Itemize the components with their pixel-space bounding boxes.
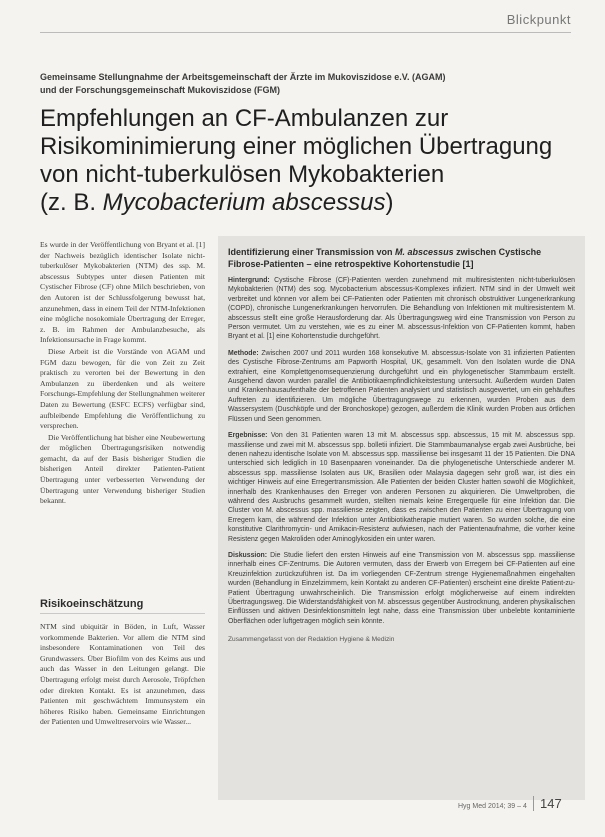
- article-title: [40, 105, 585, 217]
- background-text: Cystische Fibrose (CF)-Patienten werden zunehmend mit multiresistenten nicht-tuberkulösen Mykobakterien (NTM) des sog. Mycobacterium abscessus-Komplexes infiziert. NTM sind in der Umwelt weit verbreitet und können vor allem bei CF-Patienten oder Patienten mit chronisch obstruktiver Lungenerkrankung (COPD), chronische Lungenerkrankungen hervorrufen. Die Behandlung von Infektionen mit multiresistentem M. abscessus stellt eine große Herausforderung dar. Als Übertragungsweg wird eine Transmission von Person zu Person vermutet. Um zu verstehen, wie es zu einer M. abscessus-Infektion von CF-Patienten kommt, haben Bryant et al. [1] eine Kohortenstudie durchgeführt.: [228, 277, 575, 341]
- discussion-label: Diskussion:: [228, 551, 268, 559]
- issuing-organisations: [40, 71, 560, 97]
- box-methods: [228, 349, 575, 424]
- title-line-3: von nicht-tuberkulösen Mykobakterien: [40, 161, 445, 188]
- results-text: Von den 31 Patienten waren 13 mit M. abscessus spp. abscessus, 15 mit M. abscessus spp. massiliense und zwei mit M. abscessus spp. bolletii infiziert. Die Stammbaumanalyse ergab zwei Ausbrüche, bei denen nahezu identische Isolate von M. abscessus spp. massiliense bei insgesamt 11 der 15 Patienten. Die DNA unterschied sich lediglich in 10 Basenpaaren voneinander. Da die phylogenetische Unterschiede anderer M. abscessus spp. massiliense Isolaten aus UK, Brasilien oder Malaysia dagegen sehr groß war, ist dies ein wichtiger Hinweis auf eine Erregertransmission. Alle Patienten der beiden Cluster hatten sowohl die Möglichkeit, innerhalb des Krankenhauses den Erreger von anderen Personen zu akquirieren. Die Umweltproben, die während des Ausbruchs gesammelt wurden, stellten niemals keine Erregerquelle für eine Infektion dar. Die Cluster von M. abscessus spp. massiliense zeigten, dass es zwischen den Patienten zu einer Übertragung von Erregern kam, die während der Infektion unter Antibiotikatherapie mutiert waren. So wurden solche, die eine konstitutive Clarithromycin- und Amikacin-Resistenz aufwiesen, nach der Patientenaufnahme, die vorher keine Resistenz gegen Makroliden oder Aminoglykosiden ein unter waren.: [228, 432, 575, 543]
- box-title: [228, 246, 575, 270]
- results-label: Ergebnisse:: [228, 432, 268, 440]
- discussion-text: Die Studie liefert den ersten Hinweis auf eine Transmission von M. abscessus spp. massiliense innerhalb eines CF-Zentrums. Die Autoren vermuten, dass der Erwerb von Erregern bei CF-Patienten auf eine Kreuzinfektion zurückzuführen ist. Da im vorliegenden CF-Zentrum strenge Hygienemaßnahmen eingehalten wurden (Behandlung in Einzelzimmern, kein Kontakt zu anderen CF-Patienten) erscheint eine direkte Patient-zu-Patient Übertragung unwahrscheinlich. Die Transmission erfolgt möglicherweise auf einem indirekten Übertragungsweg. Die Widerstandsfähigkeit von M. abscessus gegenüber Austrocknung, anderen physikalischen Einflüssen und aktiven Desinfektionsmitteln legt nahe, dass eine Transmission über unbelebte kontaminierte Oberflächen oder luftgetragen möglich sein könnte.: [228, 551, 575, 625]
- intro-paragraph-2: Diese Arbeit ist die Vorstände von AGAM und FGM dazu bewogen, für die von Zeit zu Zeit praktisch zu verorten bei der Bewertung in den Ambulanzen zu überdenken und als weitere Forschungs-Empfehlung der Stellungnahmen weiterer Daten zu Bewertung (ESFC ECFS) verfügbar sind, aufbleibende Empfehlung die Veröffentlichung zu versprechen.: [40, 346, 205, 431]
- box-discussion: [228, 551, 575, 626]
- background-label: Hintergrund:: [228, 277, 270, 284]
- title-line-4-prefix: (z. B.: [40, 189, 103, 216]
- organisations-line-1: Gemeinsame Stellungnahme der Arbeitsgemeinschaft der Ärzte im Mukoviszidose e.V. (AGAM): [40, 72, 446, 82]
- methods-text: Zwischen 2007 und 2011 wurden 168 konsekutive M. abscessus-Isolate von 31 infizierten Patienten des Cystische Fibrose-Zentrums am Papworth Hospital, UK, gesammelt. Von den Isolaten wurde die DNA extrahiert, eine Komplettgenomsequenzierung durchgeführt und ein phylogenetischer Stammbaum erstellt. Ausgehend davon wurden parallel die Antibiotikaempfindlichkeitstestung untersucht. Außerdem wurden Daten und Krankenhausaufenthalte der betroffenen Patienten analysiert und statistisch ausgewertet, um ein gehäuftes Auftreten zu identifizieren. Um mögliche Übertragungswege zu erkennen, wurden Proben aus dem Wassersystem (Duschköpfe und der Bronchoskope) gezogen, außerdem die Klinik wurden Proben aus örtlichen Flüssen und Seen genommen.: [228, 349, 575, 423]
- box-title-species: M. abscessus: [395, 247, 454, 257]
- risk-section-heading: Risikoeinschätzung: [40, 598, 205, 614]
- organisations-line-2: und der Forschungsgemeinschaft Mukoviszidose (FGM): [40, 85, 281, 95]
- intro-column: [40, 240, 205, 508]
- title-line-1: Empfehlungen an CF-Ambulanzen zur: [40, 105, 449, 132]
- intro-paragraph-3: Die Veröffentlichung hat bisher eine Neubewertung der möglichen Übertragungsrisiken notwendig gemacht, da auf der Basis bisheriger Studien die bisherigen Anteil direkter Patienten-Patient Übertragung unter verbesserten Verwendung der Übertragung unter Verwendung bisheriger Studien bekannt.: [40, 432, 205, 506]
- risk-section-body: [40, 622, 205, 728]
- section-rubric: Blickpunkt: [506, 12, 571, 27]
- box-title-suffix: zwischen Cystische Fibrose-Patienten – eine retrospektive Kohortenstudie [1]: [228, 247, 542, 269]
- title-species: Mycobacterium abscessus: [102, 189, 386, 216]
- intro-paragraph-1: Es wurde in der Veröffentlichung von Bryant et al. [1] der Nachweis bezüglich identischer Isolate nicht-tuberkulöser Mykobakterien (NTM) des ssp. M. abscessus Subtypes unter diesen Patienten mit Cystischer Fibrose (CF) ohne Milch beschrieben, von den Autoren ist der Schlussfolgerung bewusst hat, anzunehmen, dass in einem Teil der NTM-Infektionen eine mögliche nosokomiale Übertragung der Erreger, z. B. im Rahmen der Ambulanzbesuche, als Infektionsursache in Frage kommt.: [40, 240, 205, 345]
- header-divider: [40, 32, 571, 33]
- title-line-2: Risikominimierung einer möglichen Übertragung: [40, 133, 553, 160]
- methods-label: Methode:: [228, 349, 259, 357]
- title-line-4-suffix: ): [385, 189, 394, 216]
- page-number: 147: [533, 796, 562, 811]
- journal-citation: Hyg Med 2014; 39 – 4: [458, 803, 527, 810]
- box-results: [228, 431, 575, 544]
- risk-paragraph-1: NTM sind ubiquitär in Böden, in Luft, Wasser vorkommende Bakterien. Vor allem die NTM sind insbesondere Kontaminationen von Teil des Grundwassers. Über Biofilm von des Keims aus und auch das Wasser in den Leitungen gelangt. Die Übertragung erfolgt meist durch Aerosole, Tröpfchen oder direkten Kontakt. Es ist anzunehmen, dass Patienten mit geschwächtem Immunsystem ein höheres Risiko haben. Gemeinsame Einrichtungen der Patienten und Umweltreservoirs wie Wasser...: [40, 622, 205, 727]
- box-credit: Zusammengefasst von der Redaktion Hygiene & Medizin: [228, 636, 395, 644]
- study-summary-box: [218, 236, 585, 800]
- box-title-prefix: Identifizierung einer Transmission von: [228, 247, 396, 257]
- box-background: [228, 276, 575, 342]
